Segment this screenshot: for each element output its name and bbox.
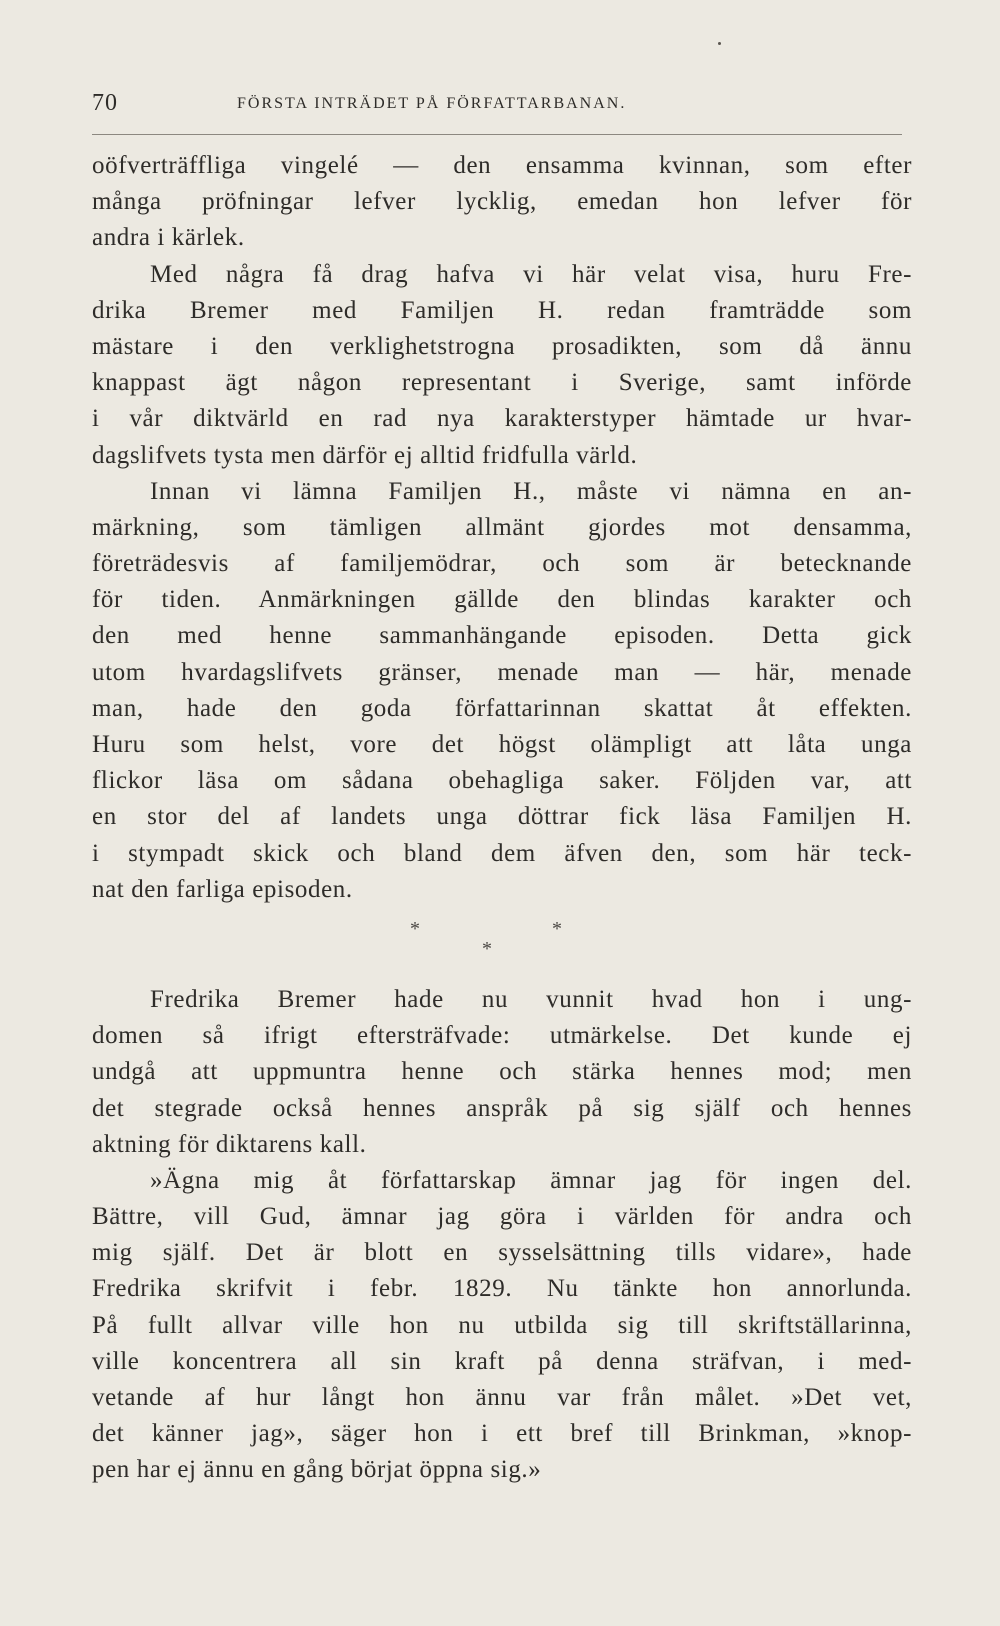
text-line: mig själf. Det är blott en sysselsättning tills vidare», hade — [92, 1239, 912, 1267]
text-line: nat den farliga episoden. — [92, 875, 353, 903]
page-number: 70 — [92, 90, 118, 116]
text-line: utom hvardagslifvets gränser, menade man — här, menade — [92, 658, 912, 686]
text-line: många pröfningar lefver lycklig, emedan hon lefver för — [92, 188, 912, 216]
text-line: aktning för diktarens kall. — [92, 1130, 367, 1158]
text-line: märkning, som tämligen allmänt gjordes mot densamma, — [92, 513, 912, 541]
text-line: det stegrade också hennes anspråk på sig själf och hennes — [92, 1094, 912, 1122]
text-line: Huru som helst, vore det högst olämpligt att låta unga — [92, 731, 912, 758]
text-line: andra i kärlek. — [92, 224, 245, 252]
text-line: ville koncentrera all sin kraft på denna sträfvan, i med- — [92, 1347, 912, 1375]
text-line: flickor läsa om sådana obehagliga saker. Följden var, att — [92, 767, 912, 795]
text-line: Med några få drag hafva vi här velat visa, huru Fre- — [150, 260, 912, 288]
text-line: dagslifvets tysta men därför ej alltid fridfulla värld. — [92, 441, 638, 469]
text-line: det känner jag», säger hon i ett bref till Brinkman, »knop- — [92, 1420, 912, 1448]
text-line: pen har ej ännu en gång börjat öppna sig.» — [92, 1456, 542, 1484]
text-line: man, hade den goda författarinnan skattat åt effekten. — [92, 694, 912, 722]
text-line: vetande af hur långt hon ännu var från målet. »Det vet, — [92, 1384, 912, 1411]
page-header — [92, 90, 902, 130]
text-line: knappast ägt någon representant i Sverige, samt införde — [92, 369, 912, 397]
text-line: för tiden. Anmärkningen gällde den blindas karakter och — [92, 586, 912, 614]
asterisk-ornament: * — [552, 917, 563, 940]
text-line: undgå att uppmuntra henne och stärka hennes mod; men — [92, 1058, 912, 1086]
text-line: Bättre, vill Gud, ämnar jag göra i världen för andra och — [92, 1203, 912, 1231]
text-line: den med henne sammanhängande episoden. Detta gick — [92, 622, 912, 650]
text-line: företrädesvis af familjemödrar, och som är betecknande — [92, 550, 912, 578]
text-line: mästare i den verklighetstrogna prosadikten, som då ännu — [92, 332, 912, 360]
text-line: »Ägna mig åt författarskap ämnar jag för ingen del. — [150, 1166, 912, 1194]
asterisk-ornament: * — [410, 917, 421, 940]
text-line: Innan vi lämna Familjen H., måste vi nämna en an- — [150, 477, 912, 505]
asterisk-ornament: * — [482, 937, 493, 960]
header-rule — [92, 134, 902, 135]
text-line: På fullt allvar ville hon nu utbilda sig till skriftställarinna, — [92, 1311, 912, 1339]
paper-speck — [718, 42, 721, 45]
running-head: FÖRSTA INTRÄDET PÅ FÖRFATTARBANAN. — [237, 95, 627, 112]
text-line: oöfverträffliga vingelé — den ensamma kvinnan, som efter — [92, 152, 912, 179]
text-line: i stympadt skick och bland dem äfven den, som här teck- — [92, 839, 912, 867]
text-line: Fredrika Bremer hade nu vunnit hvad hon i ung- — [150, 985, 912, 1013]
text-line: Fredrika skrifvit i febr. 1829. Nu tänkte hon annorlunda. — [92, 1275, 912, 1303]
text-line: domen så ifrigt eftersträfvade: utmärkelse. Det kunde ej — [92, 1022, 912, 1050]
body-text — [92, 148, 912, 1489]
text-line: drika Bremer med Familjen H. redan framträdde som — [92, 296, 912, 324]
text-line: en stor del af landets unga döttrar fick läsa Familjen H. — [92, 803, 912, 831]
section-separator — [92, 908, 912, 982]
text-line: i vår diktvärld en rad nya karakterstyper hämtade ur hvar- — [92, 405, 912, 433]
